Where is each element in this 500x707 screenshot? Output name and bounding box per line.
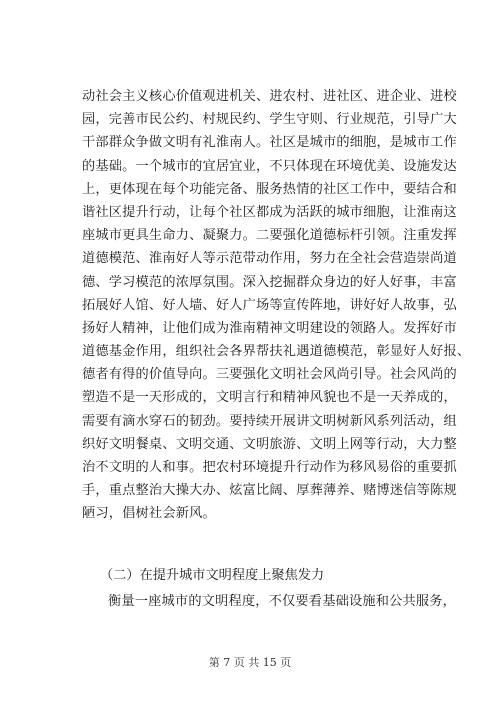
- text-line: 需要有滴水穿石的韧劲。要持续开展讲文明树新风系列活动，组: [82, 413, 457, 429]
- text-line: 干部群众争做文明有礼淮南人。社区是城市的细胞，是城市工作: [82, 135, 457, 151]
- text-line: 衡量一座城市的文明程度，不仅要看基础设施和公共服务，: [108, 594, 457, 609]
- text-line: 道德模范、淮南好人等示范带动作用，努力在全社会营造崇尚道: [82, 251, 457, 267]
- text-line: 谐社区提升行动，让每个社区都成为活跃的城市细胞，让淮南这: [82, 204, 457, 220]
- paragraph-body: [82, 85, 471, 526]
- text-line: 手，重点整治大操大办、炫富比阔、厚葬薄养、赌博迷信等陈规: [82, 483, 457, 499]
- text-line: 陋习，倡树社会新风。: [82, 506, 216, 522]
- paragraph-body: [82, 590, 457, 613]
- text-line: 治不文明的人和事。把农村环境提升行动作为移风易俗的重要抓: [82, 460, 457, 475]
- text-line: 上，更体现在每个功能完备、服务热情的社区工作中，要结合和: [82, 181, 457, 197]
- text-line: 德者有得的价值导向。三要强化文明社会风尚引导。社会风尚的: [82, 367, 457, 383]
- text-line: 园，完善市民公约、村规民约、学生守则、行业规范，引导广大: [82, 112, 457, 128]
- text-line: 拓展好人馆、好人墙、好人广场等宣传阵地，讲好好人故事，弘: [82, 297, 457, 313]
- text-line: 的基础。一个城市的宜居宜业，不只体现在环境优美、设施发达: [82, 158, 457, 174]
- text-line: 塑造不是一天形成的，文明言行和精神风貌也不是一天养成的，: [82, 390, 457, 406]
- text-line: 德、学习模范的浓厚氛围。深入挖掘群众身边的好人好事，丰富: [82, 274, 457, 290]
- text-line: 扬好人精神，让他们成为淮南精神文明建设的领路人。发挥好市: [82, 320, 457, 336]
- text-line: 道德基金作用，组织社会各界帮扶礼遇道德模范，彰显好人好报、: [82, 344, 471, 360]
- text-line: 织好文明餐桌、文明交通、文明旅游、文明上网等行动，大力整: [82, 436, 457, 452]
- page-number: 第 7 页 共 15 页: [208, 656, 292, 669]
- text-line: 座城市更具生命力、凝聚力。二要强化道德标杆引领。注重发挥: [82, 228, 457, 244]
- section-heading: （二）在提升城市文明程度上聚焦发力: [100, 568, 325, 583]
- text-line: 动社会主义核心价值观进机关、进农村、进社区、进企业、进校: [82, 89, 457, 104]
